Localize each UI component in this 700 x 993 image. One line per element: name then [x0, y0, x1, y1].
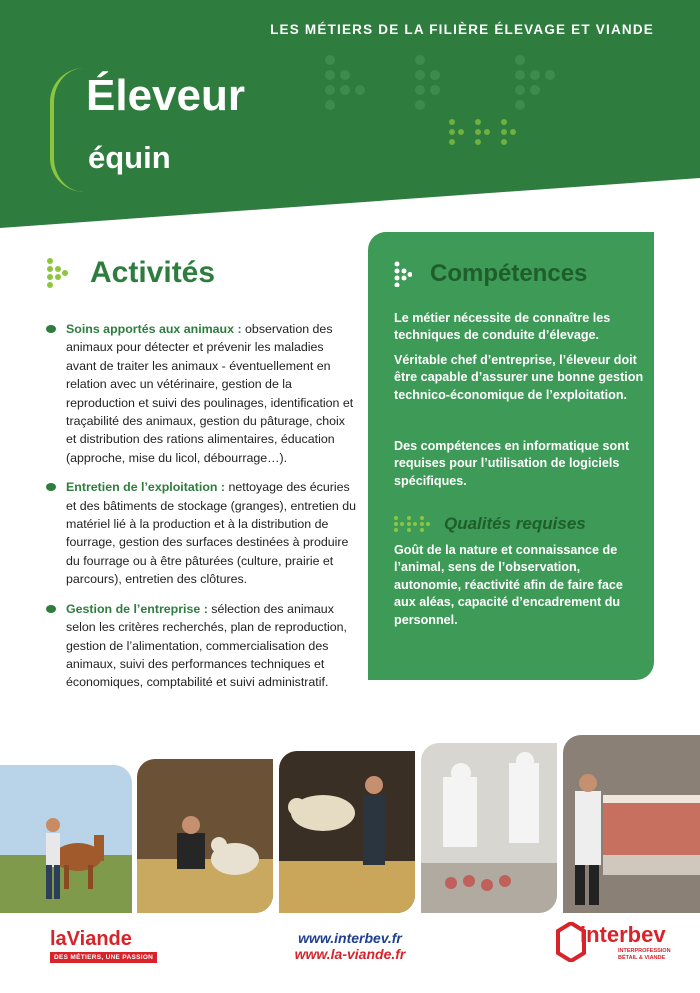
la-viande-link[interactable]: www.la-viande.fr — [294, 946, 406, 962]
competences-heading — [394, 260, 587, 288]
photo-cattle-barn — [279, 751, 415, 913]
bullet-icon — [46, 605, 56, 613]
interbev-logo — [556, 918, 671, 966]
qualities-heading-label: Qualités requises — [444, 514, 586, 533]
photo-barn-with-sheep — [137, 759, 273, 913]
item-text: nettoyage des écuries et des bâtiments de stockage (granges), entretien du matériel lié à la production et à la distribution de fourrage, gestion des surfaces destinées à produire du fourrage ou à être pâturées (culture, prairie et parcours), entretien des clôtures. — [66, 480, 356, 587]
competences-heading-label: Compétences — [430, 260, 588, 287]
bullet-icon — [46, 325, 56, 333]
activities-heading — [46, 256, 215, 290]
la-viande-tagline: DES MÉTIERS, UNE PASSION — [50, 952, 157, 963]
competence-paragraph: Le métier nécessite de connaître les techniques de conduite d’élevage. — [394, 311, 611, 343]
item-lead: Gestion de l’entreprise : — [66, 601, 208, 616]
list-item — [46, 478, 356, 588]
triple-arrow-icon — [394, 516, 434, 532]
qualities-text: Goût de la nature et connaissance de l’animal, sens de l’observation, autonomie, réactivité afin de faire face aux aléas, capacité d’encadrement du personnel. — [394, 543, 623, 627]
interbev-logo-sub1: INTERPROFESSION — [618, 948, 671, 954]
photo-meat-processing — [421, 743, 557, 913]
item-lead: Soins apportés aux animaux : — [66, 322, 242, 336]
item-text: observation des animaux pour détecter et prévenir les maladies avant de traiter les animaux - éventuellement en relation avec un vétérinaire, gestion de la reproduction et suivi des poulinages, identification et traçabilité des animaux, gestion du pâturage, choix et distribution des rations alimentaires, éducation (approche, mise du licol, débourrage…). — [66, 322, 354, 465]
item-lead: Entretien de l’exploitation : — [66, 480, 226, 495]
photo-butcher-shop — [563, 735, 700, 913]
page-title: Éleveur — [86, 71, 245, 120]
activities-heading-label: Activités — [90, 256, 216, 289]
bullet-icon — [46, 483, 56, 491]
arrow-dots-icon — [394, 261, 412, 287]
interbev-link[interactable]: www.interbev.fr — [298, 930, 402, 946]
interbev-logo-sub2: BÉTAIL & VIANDE — [618, 955, 666, 961]
interbev-logo-word: interbev — [580, 922, 666, 947]
title-bracket — [50, 68, 84, 192]
arrow-dots-icon — [46, 257, 68, 289]
list-item — [46, 320, 356, 467]
list-item — [46, 600, 356, 692]
competence-paragraph: Véritable chef d’entreprise, l’éleveur doit être capable d’assurer une bonne gestion technico-économique de l’exploitation. — [394, 353, 644, 402]
activities-list — [46, 320, 356, 703]
qualities-heading — [394, 514, 586, 534]
la-viande-logo-word: laViande — [50, 928, 132, 950]
photo-strip — [0, 735, 700, 915]
item-text: sélection des animaux selon les critères recherchés, plan de reproduction, gestion de l’alimentation, commercialisation des animaux, suivi des performances techniques et économiques, comptabilité et suivi administratif. — [66, 601, 348, 690]
page-subtitle: équin — [88, 140, 171, 175]
competences-box — [368, 232, 654, 680]
header-banner — [0, 0, 700, 240]
series-title: LES MÉTIERS DE LA FILIÈRE ÉLEVAGE ET VIANDE — [270, 22, 654, 37]
photo-breeder-with-horse — [0, 765, 132, 913]
competence-paragraph: Des compétences en informatique sont requises pour l’utilisation de logiciels spécifiques. — [394, 439, 630, 488]
